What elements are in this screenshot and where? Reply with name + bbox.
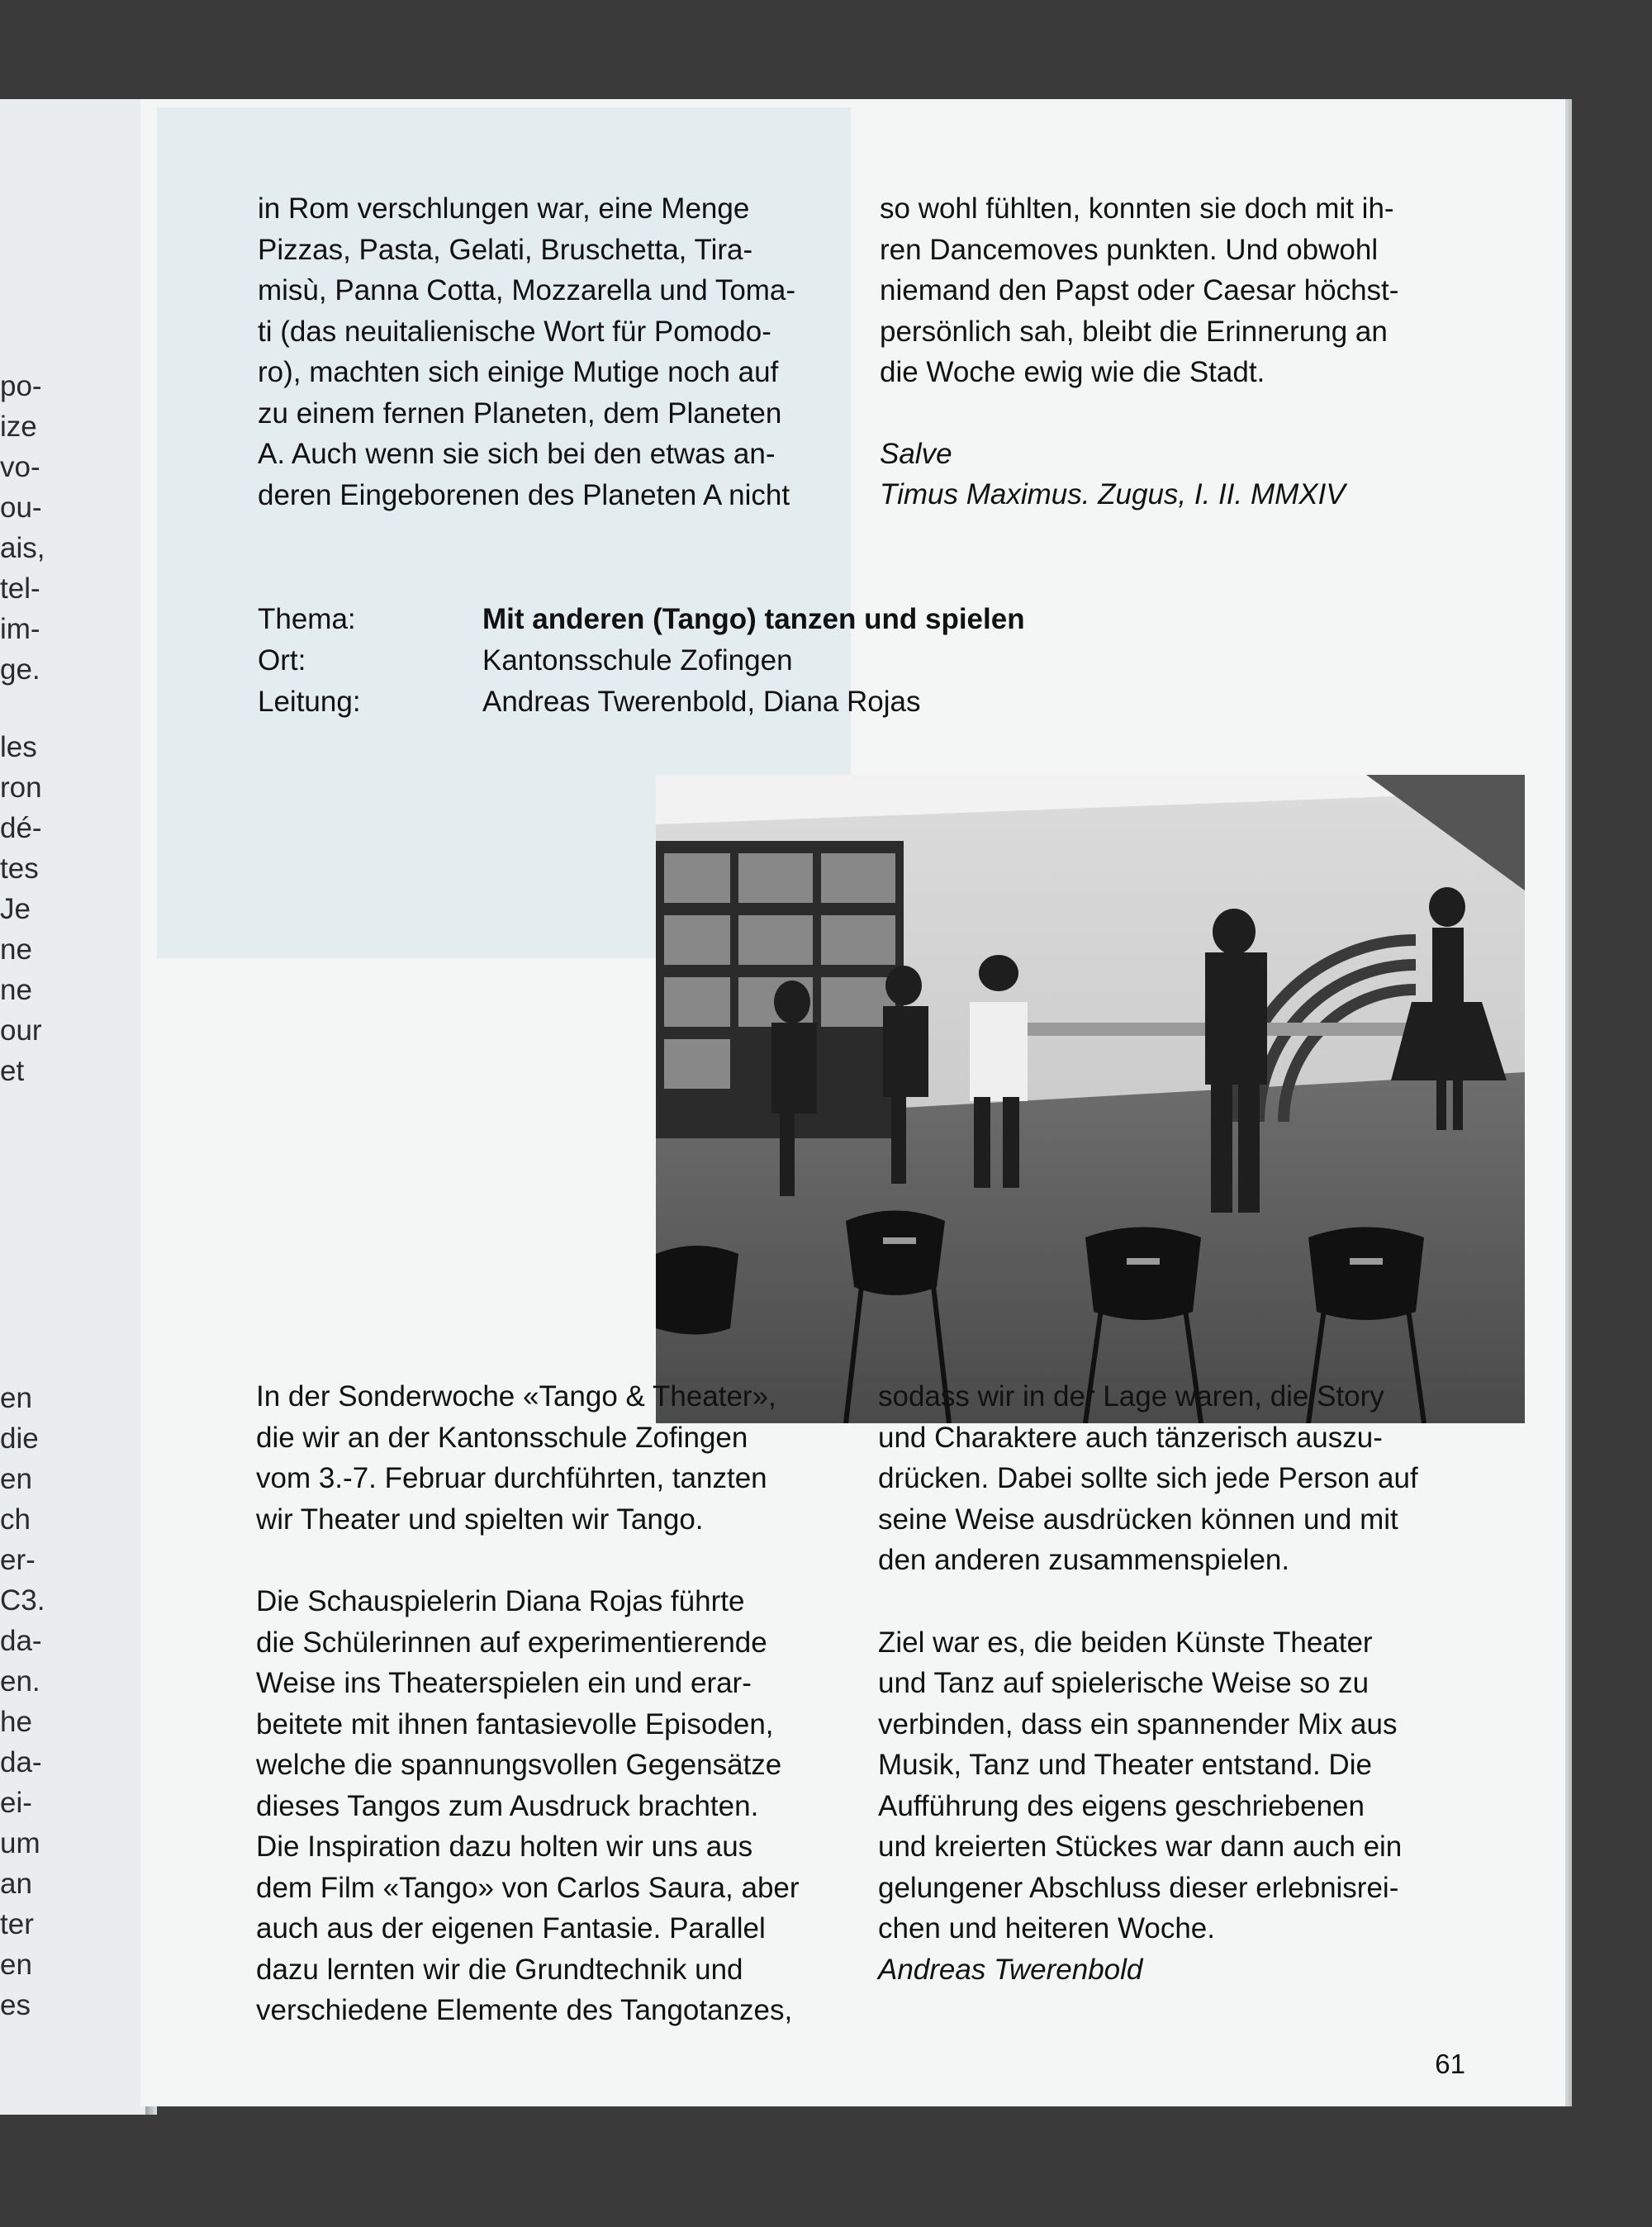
text-line: welche die spannungsvollen Gegensätze: [256, 1749, 782, 1781]
text-line: sodass wir in der Lage waren, die Story: [878, 1380, 1384, 1413]
fragment: tes: [0, 852, 39, 885]
facing-page-edge: [0, 99, 157, 2115]
fragment: er-: [0, 1544, 36, 1576]
bottom-left-column: [256, 1376, 826, 2031]
text-line: deren Eingeborenen des Planeten A nicht: [258, 478, 790, 511]
text-line: chen und heiteren Woche.: [878, 1912, 1215, 1944]
fragment: ei-: [0, 1787, 32, 1819]
fragment: die: [0, 1422, 39, 1455]
fragment: ter: [0, 1908, 34, 1940]
text-line: Die Inspiration dazu holten wir uns aus: [256, 1831, 753, 1863]
topic-label: Thema:: [258, 603, 356, 635]
info-row-lead: [258, 681, 1025, 723]
lead-value: Andreas Twerenbold, Diana Rojas: [482, 686, 921, 718]
fragment: ne: [0, 974, 32, 1006]
fragment: en.: [0, 1665, 40, 1698]
author-signature: Timus Maximus. Zugus, I. II. MMXIV: [880, 478, 1346, 510]
text-line: die Woche ewig wie die Stadt.: [880, 356, 1265, 388]
fragment: po-: [0, 370, 42, 402]
fragment: les: [0, 731, 37, 763]
fragment: Je: [0, 893, 31, 925]
lead-label: Leitung:: [258, 686, 361, 718]
text-line: seine Weise ausdrücken können und mit: [878, 1503, 1398, 1536]
fragment: he: [0, 1706, 32, 1738]
fragment: et: [0, 1055, 25, 1087]
text-line: den anderen zusammenspielen.: [878, 1544, 1290, 1576]
facing-page-text: [0, 99, 157, 2115]
fragment: ron: [0, 772, 42, 804]
text-line: gelungener Abschluss dieser erlebnisrei-: [878, 1871, 1399, 1904]
theater-photo: [656, 775, 1525, 1423]
text-line: Weise ins Theaterspielen ein und erar-: [256, 1667, 752, 1699]
text-line: Ziel war es, die beiden Künste Theater: [878, 1626, 1373, 1659]
text-line: beitete mit ihnen fantasievolle Episoden,: [256, 1707, 774, 1740]
fragment: ge.: [0, 653, 40, 686]
text-line: ti (das neuitalienische Wort für Pomodo-: [258, 315, 771, 348]
fragment: ch: [0, 1503, 31, 1536]
info-row-topic: [258, 599, 1025, 640]
fragment: C3.: [0, 1584, 45, 1617]
text-line: und kreierten Stückes war dann auch ein: [878, 1831, 1403, 1863]
fragment: en: [0, 1382, 32, 1414]
fragment: da-: [0, 1625, 42, 1657]
document-page: [140, 99, 1565, 2106]
text-line: verbinden, dass ein spannender Mix aus: [878, 1707, 1398, 1740]
fragment: ize: [0, 411, 37, 443]
fragment: im-: [0, 613, 40, 645]
text-line: die wir an der Kantonsschule Zofingen: [256, 1421, 748, 1454]
page-number: 61: [1435, 2049, 1465, 2079]
place-value: Kantonsschule Zofingen: [482, 644, 793, 677]
topic-value: Mit anderen (Tango) tanzen und spielen: [482, 603, 1025, 635]
top-left-column: [258, 188, 826, 515]
photo-illustration: [656, 775, 1525, 1423]
text-line: dieses Tangos zum Ausdruck brachten.: [256, 1789, 759, 1822]
fragment: dé-: [0, 812, 42, 844]
author-signature: Andreas Twerenbold: [878, 1953, 1143, 1986]
fragment: da-: [0, 1746, 42, 1778]
top-right-column: [880, 188, 1451, 515]
course-info: [258, 599, 1025, 723]
text-line: persönlich sah, bleibt die Erinnerung an: [880, 315, 1388, 348]
bottom-right-column: [878, 1376, 1450, 1990]
salutation: Salve: [880, 437, 952, 470]
fragment: ou-: [0, 491, 42, 524]
text-line: In der Sonderwoche «Tango & Theater»,: [256, 1380, 776, 1413]
text-line: niemand den Papst oder Caesar höchst-: [880, 274, 1399, 306]
text-line: Musik, Tanz und Theater entstand. Die: [878, 1749, 1372, 1781]
text-line: drücken. Dabei sollte sich jede Person auf: [878, 1462, 1418, 1494]
text-line: dem Film «Tango» von Carlos Saura, aber: [256, 1871, 800, 1904]
text-line: Die Schauspielerin Diana Rojas führte: [256, 1585, 745, 1617]
fragment: um: [0, 1827, 40, 1859]
text-line: dazu lernten wir die Grundtechnik und: [256, 1953, 743, 1986]
fragment: ais,: [0, 532, 45, 564]
info-row-place: [258, 640, 1025, 681]
fragment: our: [0, 1014, 42, 1047]
text-line: die Schülerinnen auf experimentierende: [256, 1626, 767, 1659]
fragment: an: [0, 1868, 32, 1900]
fragment: tel-: [0, 572, 40, 605]
text-line: wir Theater und spielten wir Tango.: [256, 1503, 704, 1536]
text-line: verschiedene Elemente des Tangotanzes,: [256, 1994, 793, 2026]
text-line: so wohl fühlten, konnten sie doch mit ih-: [880, 192, 1394, 225]
text-line: ro), machten sich einige Mutige noch auf: [258, 356, 779, 388]
fragment: en: [0, 1949, 32, 1981]
fragment: es: [0, 1989, 31, 2021]
text-line: Pizzas, Pasta, Gelati, Bruschetta, Tira-: [258, 233, 753, 266]
text-line: zu einem fernen Planeten, dem Planeten: [258, 396, 782, 430]
text-line: auch aus der eigenen Fantasie. Parallel: [256, 1912, 766, 1944]
place-label: Ort:: [258, 644, 306, 677]
text-line: misù, Panna Cotta, Mozzarella und Toma-: [258, 274, 796, 306]
fragment: vo-: [0, 451, 40, 483]
text-line: A. Auch wenn sie sich bei den etwas an-: [258, 438, 776, 470]
text-line: Aufführung des eigens geschriebenen: [878, 1789, 1365, 1822]
text-line: ren Dancemoves punkten. Und obwohl: [880, 233, 1379, 266]
text-line: und Charaktere auch tänzerisch auszu-: [878, 1421, 1383, 1454]
text-line: und Tanz auf spielerische Weise so zu: [878, 1667, 1370, 1699]
text-line: in Rom verschlungen war, eine Menge: [258, 192, 750, 225]
text-line: vom 3.-7. Februar durchführten, tanzten: [256, 1462, 767, 1494]
fragment: ne: [0, 933, 32, 966]
fragment: en: [0, 1463, 32, 1495]
